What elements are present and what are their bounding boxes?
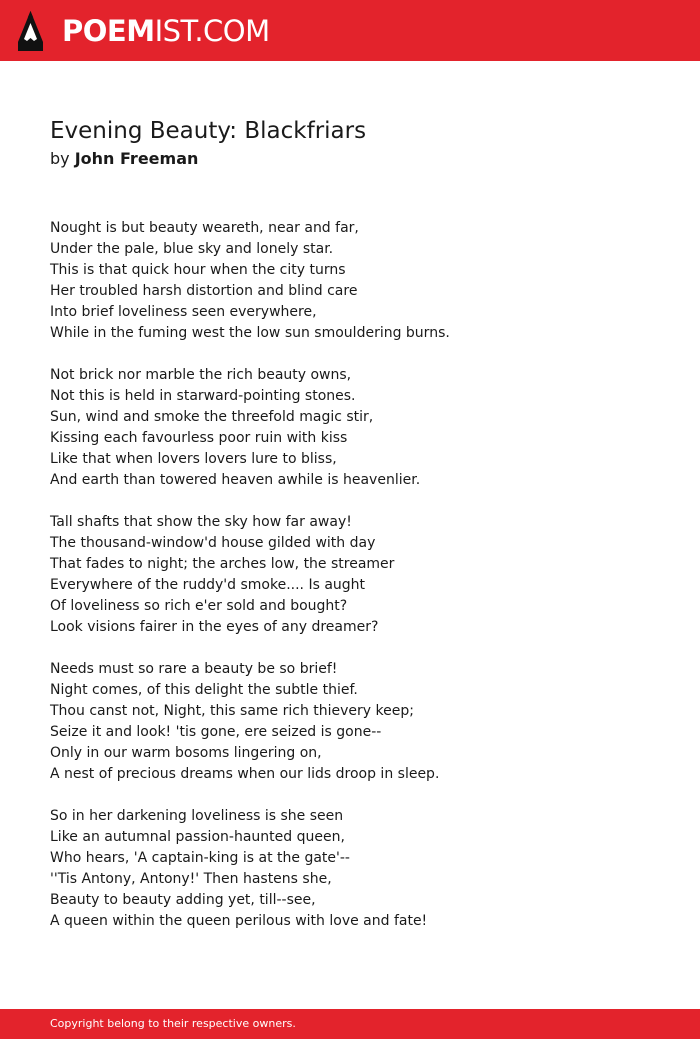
poem-line: Like that when lovers lovers lure to bliss,: [50, 451, 337, 467]
poem-line: Needs must so rare a beauty be so brief!: [50, 661, 338, 677]
poem-line: A queen within the queen perilous with love and fate!: [50, 913, 428, 929]
by-label: by: [50, 149, 70, 168]
poem-line: Kissing each favourless poor ruin with kiss: [50, 430, 348, 446]
poem-line: ''Tis Antony, Antony!' Then hastens she,: [50, 871, 332, 887]
poem-line: And earth than towered heaven awhile is heavenlier.: [50, 472, 421, 488]
poem-line: Not this is held in starward-pointing stones.: [50, 388, 356, 404]
poem-line: Beauty to beauty adding yet, till--see,: [50, 892, 316, 908]
poem-line: Look visions fairer in the eyes of any dreamer?: [50, 619, 379, 635]
stanza-5: [50, 806, 650, 932]
poem-line: Not brick nor marble the rich beauty owns,: [50, 367, 352, 383]
stanza-2: [50, 365, 650, 491]
poem-line: While in the fuming west the low sun smouldering burns.: [50, 325, 450, 341]
poem-line: Like an autumnal passion-haunted queen,: [50, 829, 345, 845]
poem-line: Only in our warm bosoms lingering on,: [50, 745, 322, 761]
pencil-tip-icon[interactable]: [18, 11, 43, 51]
poem-title: Evening Beauty: Blackfriars: [50, 118, 367, 144]
poem-line: Of loveliness so rich e'er sold and bought?: [50, 598, 348, 614]
poem-line: Who hears, 'A captain-king is at the gate'--: [50, 850, 350, 866]
poem-line: Nought is but beauty weareth, near and far,: [50, 220, 359, 236]
poem-line: A nest of precious dreams when our lids droop in sleep.: [50, 766, 440, 782]
copyright-notice: Copyright belong to their respective owners.: [50, 1017, 296, 1030]
site-header: [0, 0, 700, 61]
site-footer: [0, 1009, 700, 1039]
logo-light-text: IST.COM: [154, 14, 270, 48]
stanza-3: [50, 512, 650, 638]
site-logo[interactable]: [62, 13, 270, 49]
poem-line: Everywhere of the ruddy'd smoke.... Is aught: [50, 577, 366, 593]
logo-bold-text: POEM: [62, 14, 155, 48]
poem-line: Her troubled harsh distortion and blind care: [50, 283, 358, 299]
stanza-4: [50, 659, 650, 785]
poem-line: That fades to night; the arches low, the streamer: [50, 556, 395, 572]
poem-line: Tall shafts that show the sky how far away!: [50, 514, 352, 530]
poem-line: Seize it and look! 'tis gone, ere seized is gone--: [50, 724, 382, 740]
poem-line: Under the pale, blue sky and lonely star.: [50, 241, 334, 257]
poem-body: [50, 218, 650, 953]
author-name: John Freeman: [74, 149, 199, 168]
byline: [50, 148, 198, 170]
poem-line: Thou canst not, Night, this same rich thievery keep;: [50, 703, 414, 719]
poem-line: So in her darkening loveliness is she seen: [50, 808, 344, 824]
stanza-1: [50, 218, 650, 344]
poem-line: Into brief loveliness seen everywhere,: [50, 304, 317, 320]
poem-line: The thousand-window'd house gilded with day: [50, 535, 376, 551]
poem-line: This is that quick hour when the city turns: [50, 262, 346, 278]
poem-line: Sun, wind and smoke the threefold magic stir,: [50, 409, 374, 425]
poem-line: Night comes, of this delight the subtle thief.: [50, 682, 358, 698]
